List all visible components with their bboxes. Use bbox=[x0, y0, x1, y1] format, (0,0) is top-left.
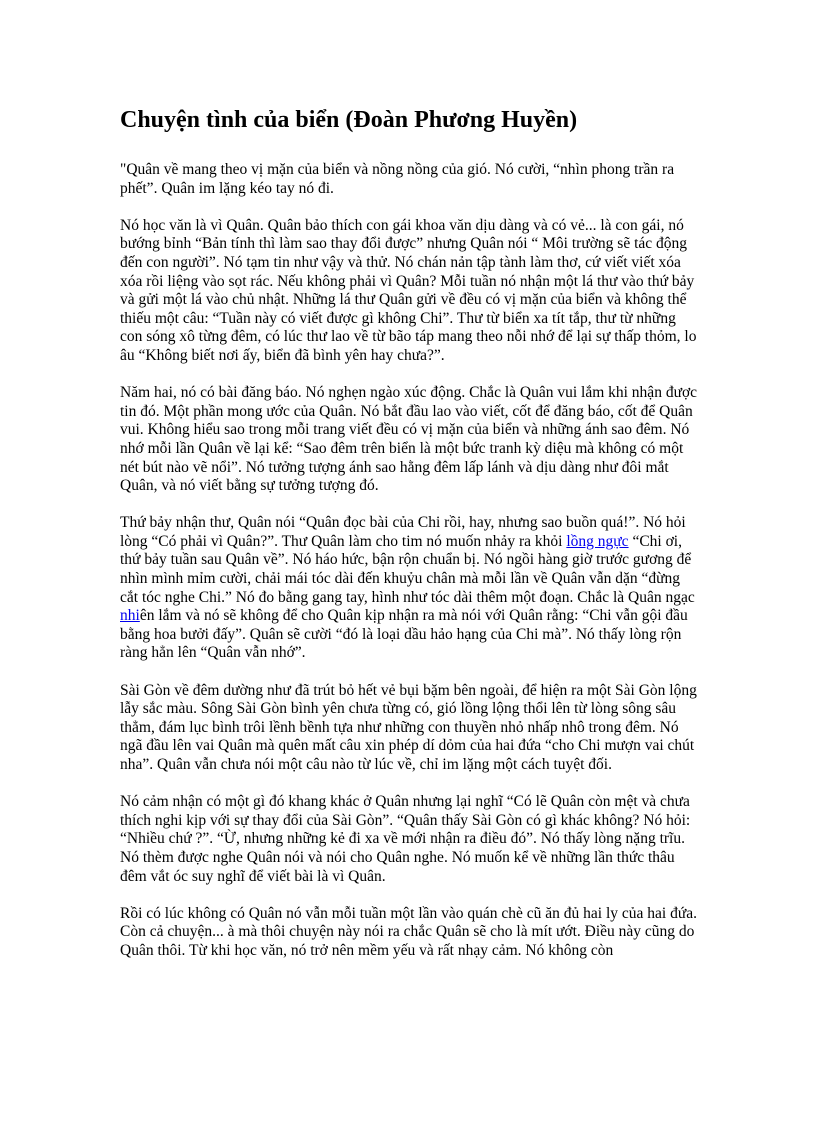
paragraph-1: "Quân về mang theo vị mặn của biển và nồng nồng của gió. Nó cười, “nhìn phong trần ra phết”. Quân im lặng kéo tay nó đi. bbox=[120, 161, 675, 197]
paragraph-4 bbox=[120, 514, 698, 663]
link-nhi[interactable]: nhi bbox=[120, 607, 140, 625]
paragraph-5: Sài Gòn về đêm dường như đã trút bỏ hết vẻ bụi bặm bên ngoài, để hiện ra một Sài Gòn lộng lẫy sắc màu. Sông Sài Gòn bình yên chưa từng có, gió lồng lộng thổi lên từ lòng sông sâu thẳm, đám lục bình trôi lềnh bềnh tựa như những con thuyền nhỏ nhấp nhô trong đêm. Nó ngã đầu lên vai Quân mà quên mất câu xin phép dí dỏm của hai đứa “cho Chi mượn vai chút nha”. Quân vẫn chưa nói một câu nào từ lúc về, chỉ im lặng một cách tuyệt đối. bbox=[120, 681, 697, 773]
paragraph-4-text-b: “Chi ơi, thứ bảy tuần sau Quân về”. Nó háo hức, bận rộn chuẩn bị. Nó ngồi hàng giờ trước gương để nhìn mình mỉm cười, chải mái tóc dài đến khuỷu chân mà mỗi lần về Quân vẫn dặn “đừng cắt tóc nghe Chi.” Nó đo bằng gang tay, hình như tóc dài thêm một đoạn. Chắc là Quân ngạc bbox=[120, 532, 695, 606]
paragraph-4-text-c: ên lắm và nó sẽ không để cho Quân kịp nhận ra mà nói với Quân rằng: “Chi vẫn gội đầu bằng hoa bưởi đấy”. Quân sẽ cười “đó là loại dầu hảo hạng của Chi mà”. Nó thấy lòng rộn ràng hẳn lên “Quân vẫn nhớ”. bbox=[120, 607, 688, 662]
document-page bbox=[120, 103, 698, 979]
paragraph-6: Nó cảm nhận có một gì đó khang khác ở Quân nhưng lại nghĩ “Có lẽ Quân còn mệt và chưa thích nghi kịp với sự thay đổi của Sài Gòn”. “Quân thấy Sài Gòn có gì khác không? Nó hỏi: “Nhiều chứ ?”. “Ừ, nhưng những kẻ đi xa về mới nhận ra điều đó”. Nó thấy lòng nặng trĩu. Nó thèm được nghe Quân nói và nói cho Quân nghe. Nó muốn kể về những lần thức thâu đêm vắt óc suy nghĩ để viết bài là vì Quân. bbox=[120, 793, 691, 885]
paragraph-2: Nó học văn là vì Quân. Quân bảo thích con gái khoa văn dịu dàng và có vẻ... là con gái, nó bướng bỉnh “Bản tính thì làm sao thay đổi được” nhưng Quân nói “ Môi trường sẽ tác động đến con người”. Nó tạm tin như vậy và thử. Nó chán nản tập tành làm thơ, cứ viết viết xóa xóa rồi liệng vào sọt rác. Nếu không phải vì Quân? Mỗi tuần nó nhận một lá thư vào thứ bảy và gửi một lá vào chủ nhật. Những lá thư Quân gửi về đều có vị mặn của biển và không thể thiếu một câu: “Tuần này có viết được gì không Chi”. Thư từ biển xa tít tắp, thư từ những con sóng xô từng đêm, có lúc thư lao về từ bão táp mang theo nỗi nhớ để lại sự thấp thỏm, lo âu “Không biết nơi ấy, biển đã bình yên hay chưa?”. bbox=[120, 216, 697, 364]
link-long-nguc[interactable]: lồng ngực bbox=[566, 532, 629, 550]
paragraph-7: Rồi có lúc không có Quân nó vẫn mỗi tuần một lần vào quán chè cũ ăn đủ hai ly của hai đứa. Còn cả chuyện... à mà thôi chuyện này nói ra chắc Quân sẽ cho là mít ướt. Điều này cũng do Quân thôi. Từ khi học văn, nó trở nên mềm yếu và rất nhạy cảm. Nó không còn bbox=[120, 904, 698, 959]
document-title: Chuyện tình của biển (Đoàn Phương Huyền) bbox=[120, 107, 578, 133]
paragraph-4-text-a: Thứ bảy nhận thư, Quân nói “Quân đọc bài của Chi rồi, hay, nhưng sao buồn quá!”. Nó hỏi lòng “Có phải vì Quân?”. Thư Quân làm cho tim nó muốn nhảy ra khỏi bbox=[120, 514, 686, 550]
paragraph-3: Năm hai, nó có bài đăng báo. Nó nghẹn ngào xúc động. Chắc là Quân vui lắm khi nhận được tin đó. Một phần mong ước của Quân. Nó bắt đầu lao vào viết, cốt để đăng báo, cốt để Quân vui. Không hiểu sao trong mỗi trang viết đều có vị mặn của biển và những ánh sao đêm. Nó nhớ mỗi lần Quân về lại kể: “Sao đêm trên biển là một bức tranh kỳ diệu mà không có một nét bút nào vẽ nổi”. Nó tưởng tượng ánh sao hằng đêm lấp lánh và dịu dàng như đôi mắt Quân, và nó viết bằng sự tưởng tượng đó. bbox=[120, 384, 698, 495]
